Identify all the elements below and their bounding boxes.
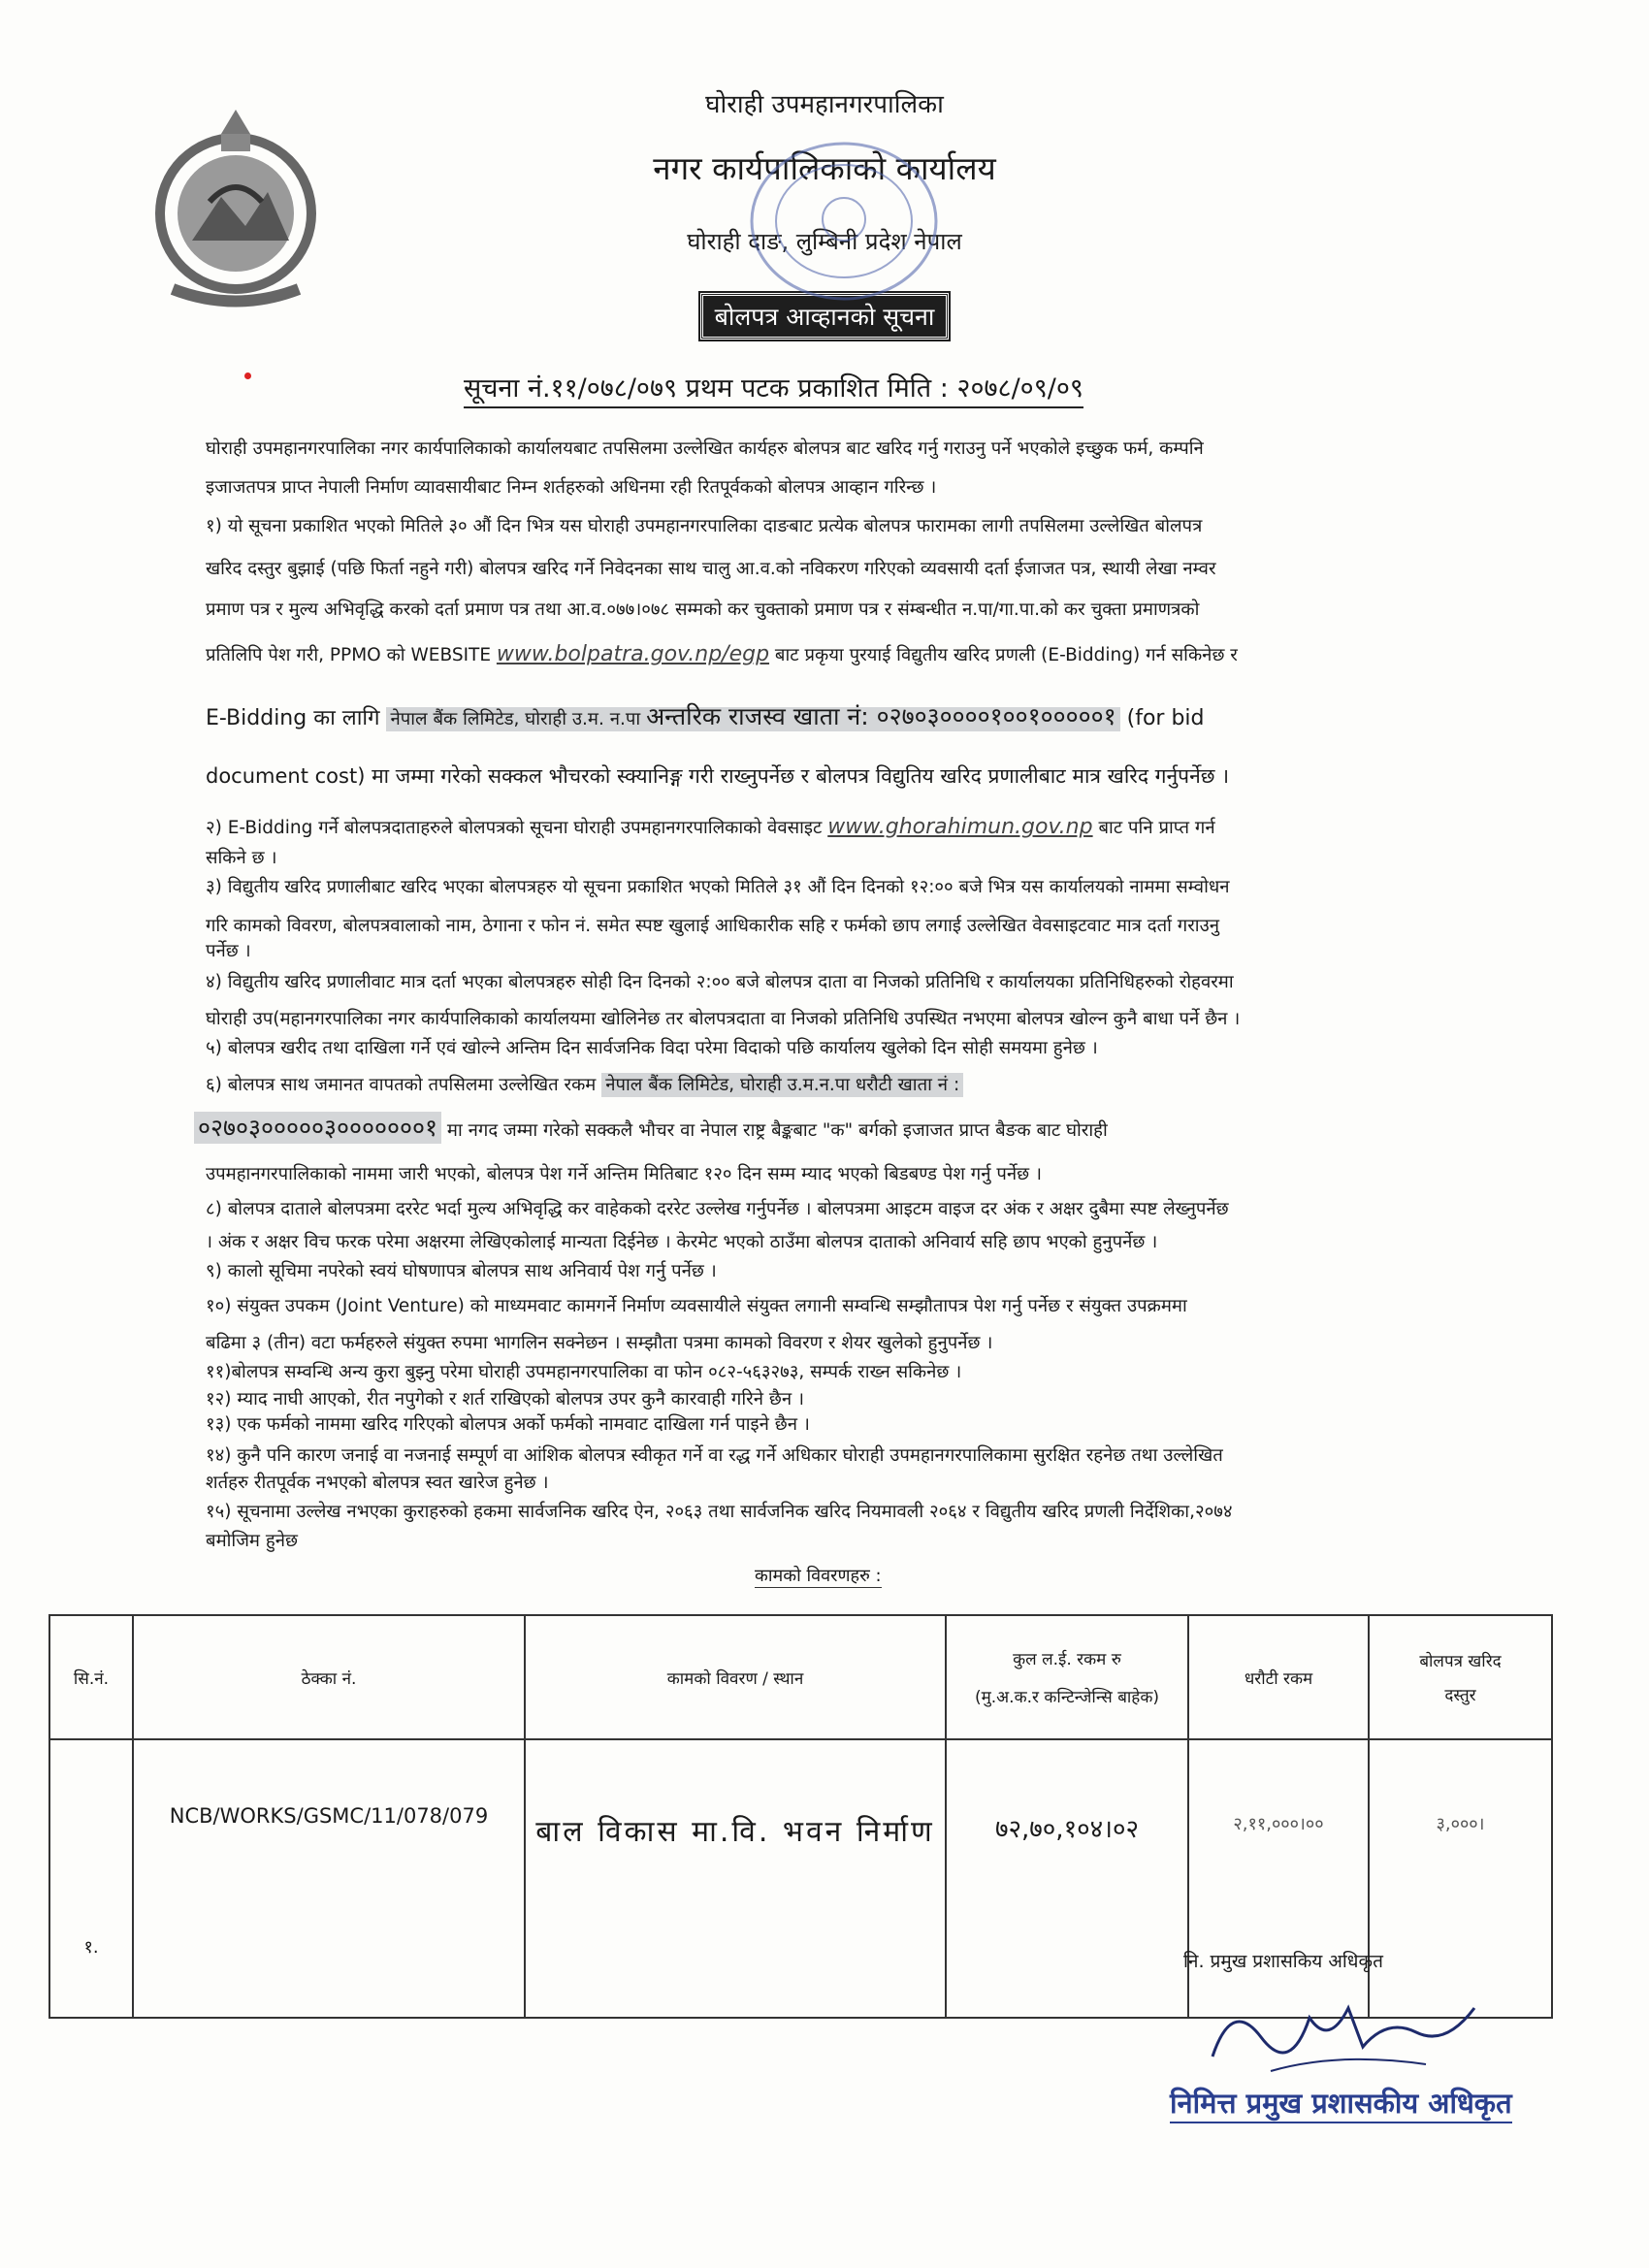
- clause-2-line-1-post: बाट पनि प्राप्त गर्न: [1092, 818, 1215, 838]
- office-name: नगर कार्यपालिकाको कार्यालय: [653, 149, 996, 187]
- works-table-caption: कामको विवरणहरु :: [755, 1566, 882, 1586]
- handwritten-signature: [1193, 1979, 1484, 2086]
- deposit-bank-name: नेपाल बैंक लिमिटेड, घोराही उ.म.न.पा धरौटी खाता नं :: [601, 1073, 963, 1097]
- col-header-deposit: धरौटी रकम: [1188, 1615, 1369, 1739]
- clause-1-line-4-post: बाट प्रकृया पुरयाई विद्युतीय खरिद प्रणली (E-Bidding) गर्न सकिनेछ र: [769, 645, 1238, 665]
- clause-3-line-2: गरि कामको विवरण, बोलपत्रवालाको नाम, ठेगाना र फोन नं. समेत स्पष्ट खुलाई आधिकारीक सहि र फर्मको छाप लगाई उल्लेखित वेवसाइटवाट मात्र दर्ता गराउनु: [206, 916, 1219, 936]
- clause-6-line-1-pre: ६) बोलपत्र साथ जमानत वापतको तपसिलमा उल्लेखित रकम: [206, 1075, 602, 1095]
- clause-1-line-4: [206, 644, 1238, 665]
- ghorahi-website-link[interactable]: www.ghorahimun.gov.np: [827, 815, 1093, 839]
- fee-header-line-2: दस्तुर: [1444, 1686, 1476, 1705]
- signatory-title: नि. प्रमुख प्रशासकिय अधिकृत: [1183, 1951, 1383, 1972]
- fee-header-line-1: बोलपत्र खरिद: [1419, 1652, 1502, 1671]
- clause-8-line-1: ८) बोलपत्र दाताले बोलपत्रमा दररेट भर्दा मुल्य अभिवृद्धि कर वाहेकको दररेट उल्लेख गर्नुपर्नेछ । बोलपत्रमा आइटम वाइज दर अंक र अक्षर दुबैमा स्पष्ट लेख्नुपर्नेछ: [206, 1199, 1229, 1219]
- cell-cost: ७२,७०,१०४।०२: [946, 1739, 1188, 2018]
- clause-2-line-1-pre: २) E-Bidding गर्ने बोलपत्रदाताहरुले बोलपत्रको सूचना घोराही उपमहानगरपालिकाको वेवसाइट: [206, 818, 828, 838]
- clause-10-line-1: १०) संयुक्त उपकम (Joint Venture) को माध्यमवाट कामगर्ने निर्माण व्यवसायीले संयुक्त लगानी सम्वन्धि सम्झौतापत्र पेश गर्नु पर्नेछ र संयुक्त उपक्रममा: [206, 1296, 1187, 1316]
- clause-1-line-6: document cost) मा जम्मा गरेको सक्कल भौचरको स्क्यानिङ्ग गरी राख्नुपर्नेछ र बोलपत्र विद्युतिय खरिद प्रणालीबाट मात्र खरिद गर्नुपर्नेछ ।: [206, 764, 1230, 788]
- table-header-row: [49, 1615, 1552, 1739]
- clause-8-line-2: । अंक र अक्षर विच फरक परेमा अक्षरमा लेखिएकोलाई मान्यता दिईनेछ । केरमेट भएको ठाउँमा बोलपत्र दाताको अनिवार्य सहि छाप भएको हुनुपर्नेछ ।: [206, 1232, 1158, 1252]
- clause-3-line-1: ३) विद्युतीय खरिद प्रणालीबाट खरिद भएका बोलपत्रहरु यो सूचना प्रकाशित भएको मितिले ३१ औं दिन दिनको १२:०० बजे भित्र यस कार्यालयको नाममा सम्वोधन: [206, 877, 1230, 897]
- clause-6-line-3: उपमहानगरपालिकाको नाममा जारी भएको, बोलपत्र पेश गर्ने अन्तिम मितिबाट १२० दिन सम्म म्याद भएको बिडबण्ड पेश गर्नु पर्नेछ ।: [206, 1164, 1042, 1184]
- clause-15-line-2: बमोजिम हुनेछ: [206, 1531, 298, 1551]
- clause-10-line-2: बढिमा ३ (तीन) वटा फर्महरुले संयुक्त रुपमा भागलिन सक्नेछन । सम्झौता पत्रमा कामको विवरण र शेयर खुलेको हुनुपर्नेछ ।: [206, 1333, 993, 1353]
- office-stamp: [679, 134, 960, 308]
- red-mark: [244, 373, 251, 379]
- col-header-contract: ठेक्का नं.: [133, 1615, 525, 1739]
- nepal-government-emblem: [153, 105, 318, 310]
- clause-5: ५) बोलपत्र खरीद तथा दाखिला गर्ने एवं खोल्ने अन्तिम दिन सार्वजनिक विदा परेमा विदाको पछि कार्यालय खुलेको दिन सोही समयमा हुनेछ ।: [206, 1038, 1098, 1058]
- clause-15-line-1: १५) सूचनामा उल्लेख नभएका कुराहरुको हकमा सार्वजनिक खरिद ऐन, २०६३ तथा सार्वजनिक खरिद नियमावली २०६४ र विद्युतीय खरिद प्रणली निर्देशिका,२०७४: [206, 1502, 1233, 1522]
- clause-4-line-1: ४) विद्युतीय खरिद प्रणालीवाट मात्र दर्ता भएका बोलपत्रहरु सोही दिन दिनको २:०० बजे बोलपत्र दाता वा निजको प्रतिनिधि र कार्यालयका प्रतिनिधिहरुको रोहवरमा: [206, 972, 1234, 992]
- clause-4-line-2: घोराही उप(महानगरपालिका नगर कार्यपालिकाको कार्यालयमा खोलिनेछ तर बोलपत्रदाता वा निजको प्रतिनिधि उपस्थित नभएमा बोलपत्र खोल्न कुनै बाधा पर्ने छैन ।: [206, 1009, 1241, 1029]
- clause-1-line-5-pre: E-Bidding का लागि: [206, 706, 387, 730]
- clause-14-line-1: १४) कुनै पनि कारण जनाई वा नजनाई सम्पूर्ण वा आंशिक बोलपत्र स्वीकृत गर्ने वा रद्ध गर्ने अधिकार घोराही उपमहानगरपालिकामा सुरक्षित रहनेछ तथा उल्लेखित: [206, 1445, 1223, 1466]
- clause-1-line-5-post: (for bid: [1119, 706, 1205, 730]
- clause-3-line-3: पर्नेछ ।: [206, 941, 251, 961]
- col-header-description: कामको विवरण / स्थान: [525, 1615, 946, 1739]
- clause-1-line-3: प्रमाण पत्र र मुल्य अभिवृद्धि करको दर्ता प्रमाण पत्र तथा आ.व.०७७।०७८ सम्मको कर चुक्ताको प्रमाण पत्र र संम्बन्धीत न.पा/गा.पा.को कर चुक्ता प्रमाणत्रको: [206, 599, 1200, 620]
- bank-name: नेपाल बैंक लिमिटेड, घोराही उ.म. न.पा: [390, 709, 647, 729]
- intro-line-2: इजाजतपत्र प्राप्त नेपाली निर्माण व्यावसायीबाट निम्न शर्तहरुको अधिनमा रही रितपूर्वकको बोलपत्र आव्हान गरिन्छ ।: [206, 477, 937, 498]
- notice-number-line: सूचना नं.११/०७८/०७९ प्रथम पटक प्रकाशित मिति : २०७८/०९/०९: [464, 369, 1083, 408]
- clause-11: ११)बोलपत्र सम्वन्धि अन्य कुरा बुझ्नु परेमा घोराही उपमहानगरपालिका वा फोन ०८२-५६३२७३, सम्पर्क राख्न सकिनेछ ।: [206, 1362, 962, 1382]
- bank-name-highlight: [386, 702, 1119, 731]
- clause-1-line-4-pre: प्रतिलिपि पेश गरी, PPMO को WEBSITE: [206, 645, 497, 665]
- col-header-fee: [1369, 1615, 1552, 1739]
- clause-2-line-1: [206, 817, 1215, 838]
- notice-title: बोलपत्र आव्हानको सूचना: [700, 293, 950, 340]
- clause-13: १३) एक फर्मको नाममा खरिद गरिएको बोलपत्र अर्को फर्मको नामवाट दाखिला गर्न पाइने छैन ।: [206, 1414, 810, 1435]
- officer-stamp-text: निमित्त प्रमुख प्रशासकीय अधिकृत: [1170, 2084, 1512, 2123]
- bolpatra-link[interactable]: www.bolpatra.gov.np/egp: [496, 642, 770, 666]
- cost-header-line-2: (मु.अ.क.र कन्टिन्जेन्सि बाहेक): [974, 1688, 1160, 1707]
- clause-6-line-2-post: मा नगद जम्मा गरेको सक्कलै भौचर वा नेपाल राष्ट्र बैङ्कबाट "क" बर्गको इजाजत प्राप्त बैङक बाट घोराही: [441, 1120, 1108, 1141]
- office-address: घोराही दाङ, लुम्बिनी प्रदेश नेपाल: [687, 228, 962, 255]
- cell-fee: ३,०००।: [1369, 1739, 1552, 2018]
- clause-1-line-1: १) यो सूचना प्रकाशित भएको मितिले ३० औं दिन भित्र यस घोराही उपमहानगरपालिका दाङबाट प्रत्येक बोलपत्र फारामका लागी तपसिलमा उल्लेखित बोलपत्र: [206, 516, 1203, 536]
- clause-1-line-2: खरिद दस्तुर बुझाई (पछि फिर्ता नहुने गरी) बोलपत्र खरिद गर्ने निवेदनका साथ चालु आ.व.को नविकरण गरिएको व्यवसायी दर्ता ईजाजत पत्र, स्थायी लेखा नम्वर: [206, 559, 1216, 579]
- cell-sn: १.: [49, 1739, 133, 2018]
- table-row: [49, 1739, 1552, 2018]
- clause-6-line-2: [194, 1116, 1108, 1141]
- clause-1-line-5: [206, 704, 1205, 729]
- intro-line-1: घोराही उपमहानगरपालिका नगर कार्यपालिकाको कार्यालयबाट तपसिलमा उल्लेखित कार्यहरु बोलपत्र बाट खरिद गर्नु गराउनु पर्ने भएकोले इच्छुक फर्म, कम्पनि: [206, 438, 1204, 459]
- clause-6-line-1: [206, 1077, 963, 1095]
- cell-contract: NCB/WORKS/GSMC/11/078/079: [133, 1739, 525, 2018]
- clause-9: ९) कालो सूचिमा नपरेको स्वयं घोषणापत्र बोलपत्र साथ अनिवार्य पेश गर्नु पर्नेछ ।: [206, 1261, 717, 1281]
- cell-description: बाल विकास मा.वि. भवन निर्माण: [525, 1739, 946, 2018]
- clause-2-line-2: सकिने छ ।: [206, 848, 277, 868]
- col-header-sn: सि.नं.: [49, 1615, 133, 1739]
- cost-header-line-1: कुल ल.ई. रकम रु: [1013, 1650, 1121, 1669]
- deposit-account-number: ०२७०३०००००३०००००००१: [194, 1112, 441, 1144]
- cell-deposit: २,११,०००।००: [1188, 1739, 1369, 2018]
- municipality-name: घोराही उपमहानगरपालिका: [705, 90, 944, 119]
- clause-14-line-2: शर्तहरु रीतपूर्वक नभएको बोलपत्र स्वत खारेज हुनेछ ।: [206, 1473, 549, 1493]
- clause-12: १२) म्याद नाघी आएको, रीत नपुगेको र शर्त राखिएको बोलपत्र उपर कुनै कारवाही गरिने छैन ।: [206, 1389, 804, 1409]
- col-header-cost: [946, 1615, 1188, 1739]
- revenue-account-number: अन्तरिक राजस्व खाता नं: ०२७०३००००१००१०००००१: [646, 702, 1116, 730]
